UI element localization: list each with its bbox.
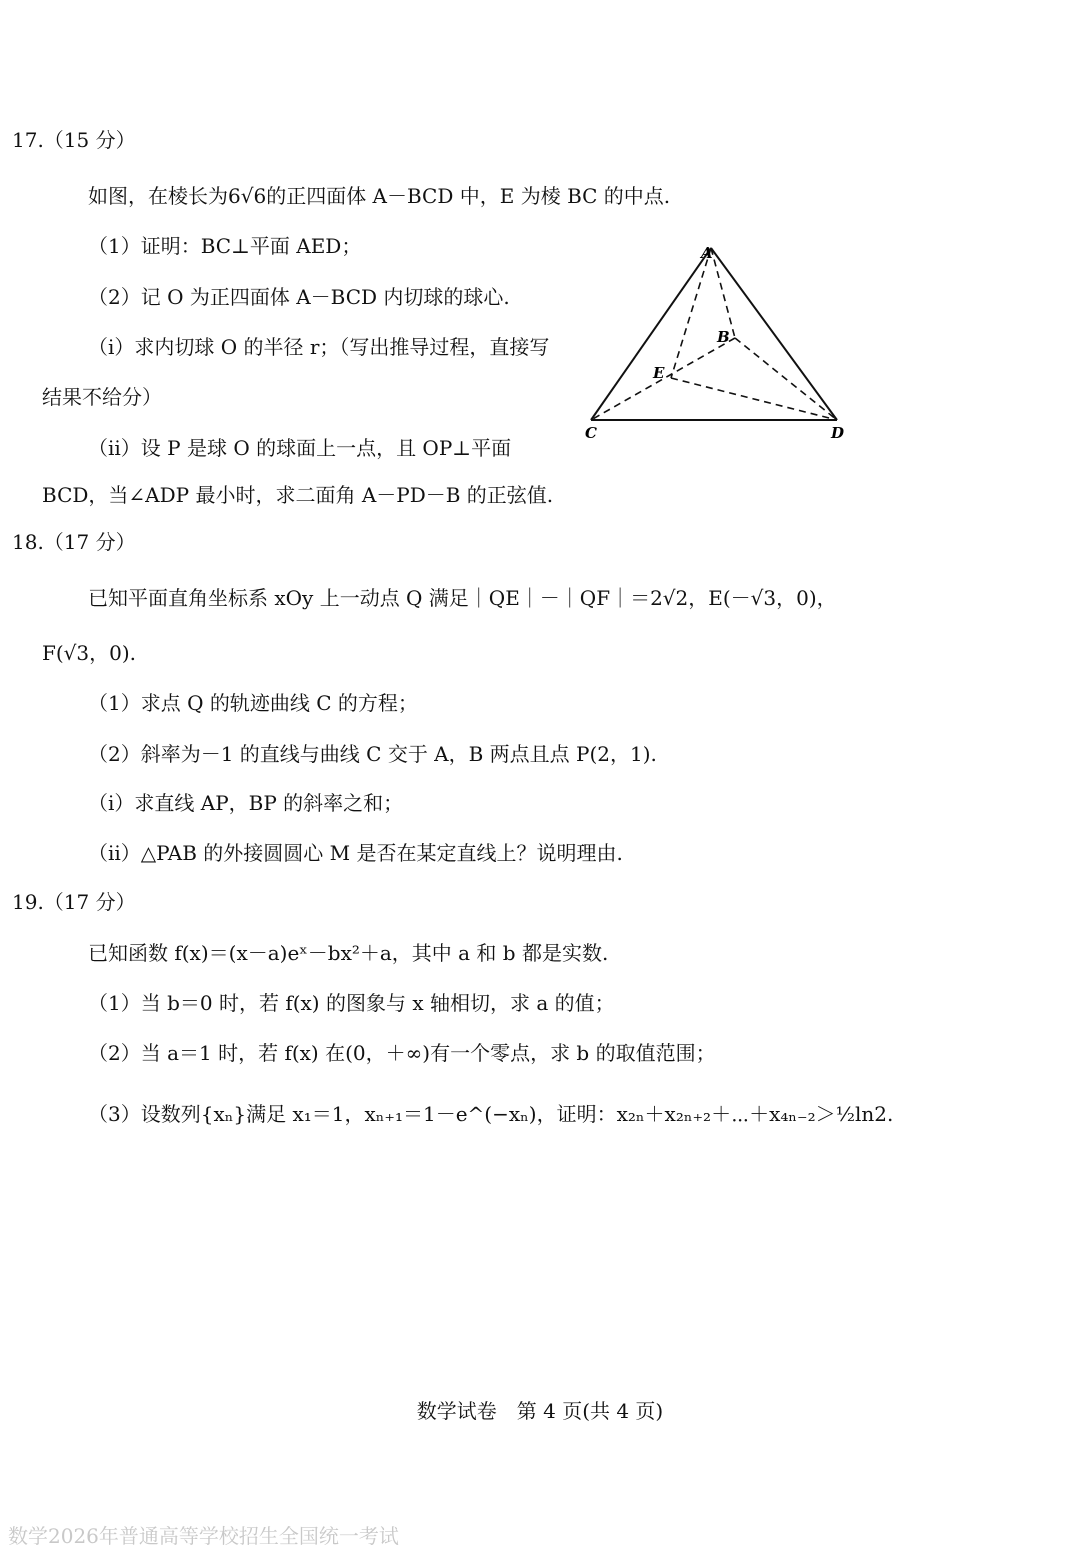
- q18-stem-line2: F(√3，0).: [42, 641, 137, 665]
- label-C: C: [585, 424, 597, 442]
- q19-part3: （3）设数列{xₙ}满足 x₁＝1，xₙ₊₁＝1－e^(−xₙ)，证明：x₂ₙ＋x₂ₙ₊₂＋⋯＋x₄ₙ₋₂＞½ln2.: [88, 1102, 894, 1126]
- q19-stem: 已知函数 f(x)＝(x－a)eˣ－bx²＋a，其中 a 和 b 都是实数.: [88, 941, 609, 965]
- label-B: B: [717, 328, 730, 346]
- tetrahedron-figure: [575, 238, 855, 448]
- edge-AC: [591, 248, 711, 420]
- q19-part1: （1）当 b＝0 时，若 f(x) 的图象与 x 轴相切，求 a 的值；: [88, 991, 615, 1015]
- q19-part2: （2）当 a＝1 时，若 f(x) 在(0，＋∞)有一个零点，求 b 的取值范围；: [88, 1041, 716, 1065]
- q17-part2i-line2: 结果不给分）: [42, 385, 162, 409]
- q17-part2ii-line1: （ⅱ）设 P 是球 O 的球面上一点，且 OP⊥平面: [88, 436, 512, 460]
- label-D: D: [831, 424, 845, 442]
- q17-part2ii-line2: BCD，当∠ADP 最小时，求二面角 A－PD－B 的正弦值.: [42, 483, 554, 507]
- q18-heading: 18.（17 分）: [12, 530, 136, 554]
- q18-part2ii: （ⅱ）△PAB 的外接圆圆心 M 是否在某定直线上？说明理由.: [88, 841, 623, 865]
- q17-part1: （1）证明：BC⊥平面 AED；: [88, 234, 362, 258]
- label-A: A: [701, 244, 713, 262]
- segment-AE: [671, 248, 711, 378]
- q17-stem: 如图，在棱长为6√6的正四面体 A－BCD 中，E 为棱 BC 的中点.: [88, 184, 671, 208]
- q18-part2i: （i）求直线 AP，BP 的斜率之和；: [88, 791, 404, 815]
- q18-stem-line1: 已知平面直角坐标系 xOy 上一动点 Q 满足｜QE｜－｜QF｜＝2√2，E(－√3，0)，: [88, 586, 837, 610]
- q18-part1: （1）求点 Q 的轨迹曲线 C 的方程；: [88, 691, 418, 715]
- watermark-text: 数学2026年普通高等学校招生全国统一考试: [8, 1524, 399, 1548]
- edge-AB: [711, 248, 735, 338]
- page-footer: 数学试卷 第 4 页(共 4 页): [416, 1399, 664, 1423]
- q17-heading: 17.（15 分）: [12, 128, 136, 152]
- label-E: E: [653, 364, 665, 382]
- q17-part2: （2）记 O 为正四面体 A－BCD 内切球的球心.: [88, 285, 510, 309]
- q17-part2i-line1: （i）求内切球 O 的半径 r；（写出推导过程，直接写: [88, 335, 550, 359]
- q19-heading: 19.（17 分）: [12, 890, 136, 914]
- edge-AD: [711, 248, 837, 420]
- q18-part2: （2）斜率为－1 的直线与曲线 C 交于 A，B 两点且点 P(2，1).: [88, 742, 657, 766]
